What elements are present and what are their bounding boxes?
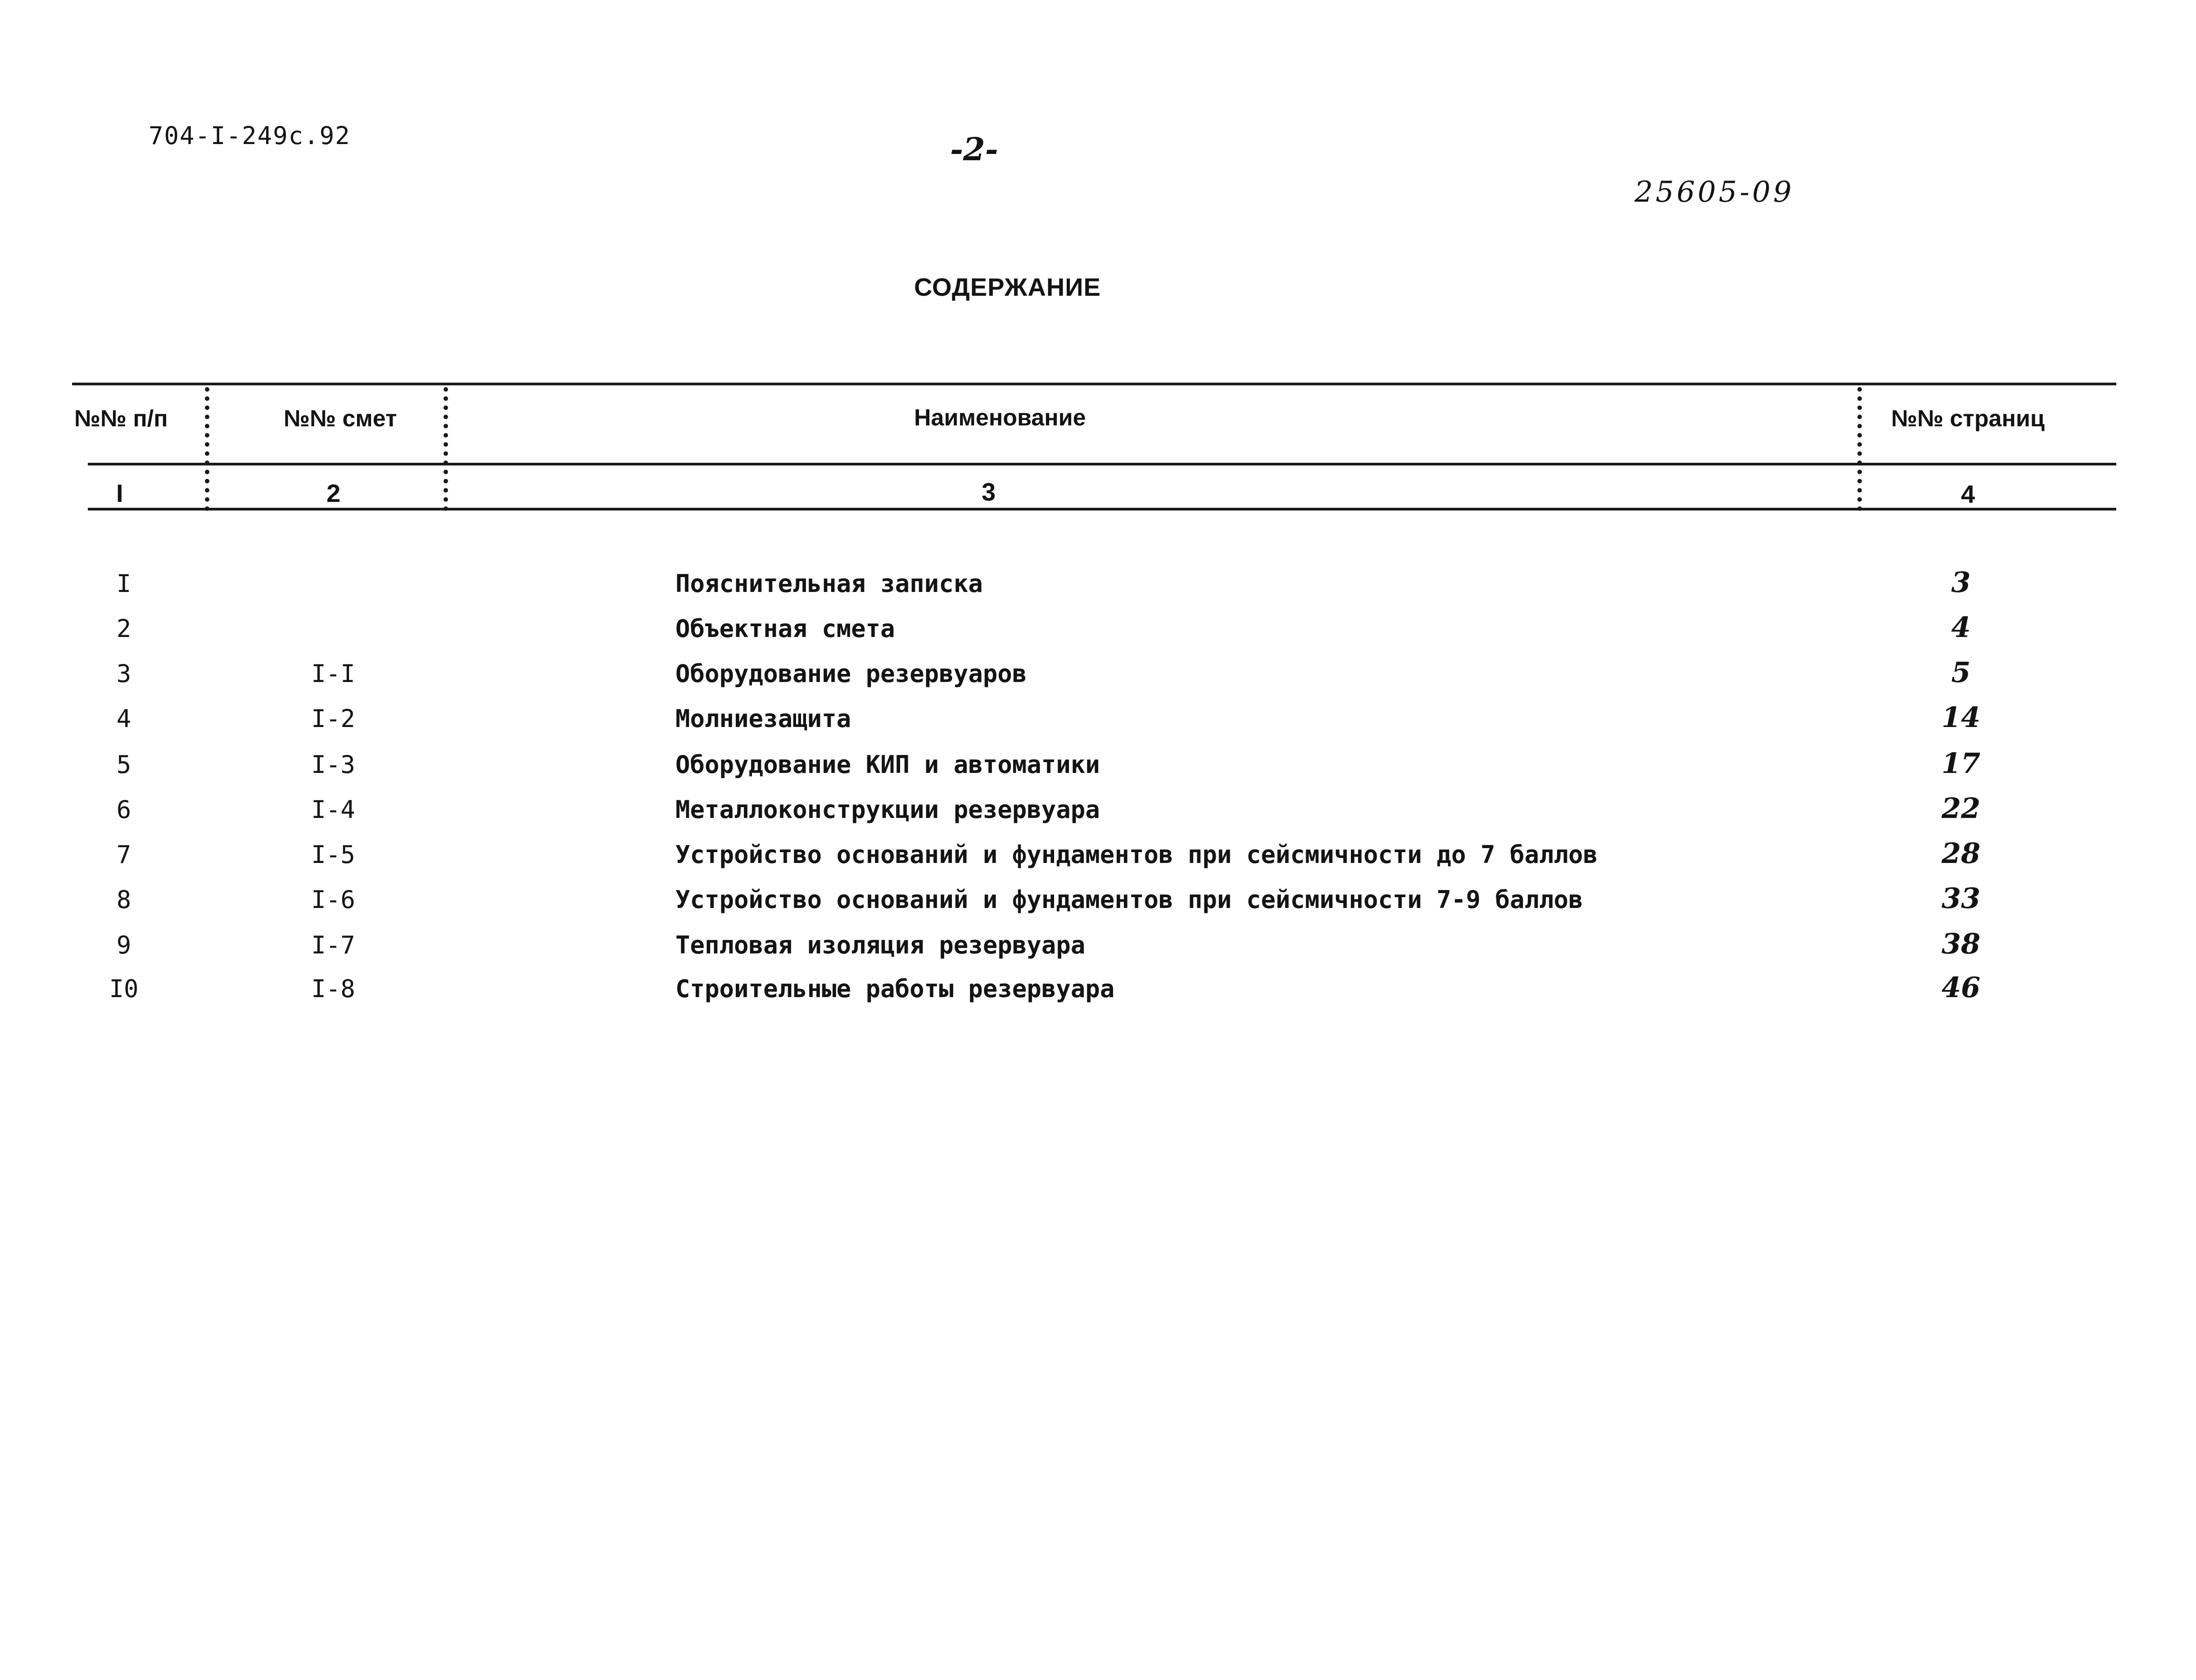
section-name: Устройство оснований и фундаментов при сейсмичности до 7 баллов [675,840,1598,869]
column-header-name: Наименование [914,405,1086,431]
page-reference: 28 [1941,837,1981,870]
estimate-number: I-I [311,659,355,688]
page-reference: 3 [1951,566,1971,599]
column-number-4: 4 [1961,480,1975,508]
row-number: 4 [116,705,131,733]
section-name: Оборудование резервуаров [675,659,1027,688]
column-header-estimate-number: №№ смет [284,406,397,432]
page-reference: 5 [1951,656,1971,689]
page-reference: 14 [1941,701,1981,734]
table-numbers-rule [88,508,2116,510]
row-number: I [116,569,131,598]
page-reference: 4 [1951,611,1971,644]
estimate-number: I-6 [311,885,355,914]
page-reference: 33 [1941,882,1981,915]
column-separator [205,387,209,511]
section-name: Объектная смета [675,614,895,643]
estimate-number: I-5 [311,840,355,869]
page-title: СОДЕРЖАНИЕ [914,273,1101,301]
page-reference: 22 [1941,792,1981,825]
column-number-2: 2 [326,479,341,507]
row-number: I0 [109,975,139,1003]
section-name: Оборудование КИП и автоматики [675,750,1100,779]
row-number: 8 [116,885,131,914]
column-header-page-number: №№ страниц [1891,406,2045,432]
column-number-1: I [116,479,123,507]
table-header-rule [88,463,2116,465]
page-number: -2- [950,131,998,168]
section-name: Тепловая изоляция резервуара [675,931,1086,959]
estimate-number: I-2 [311,705,355,733]
estimate-number: I-3 [311,750,355,779]
page-reference: 46 [1941,971,1981,1004]
page-reference: 38 [1941,927,1981,960]
handwritten-stamp-number: 25605-09 [1635,176,1794,209]
table-top-rule [72,383,2116,385]
column-header-row-number: №№ п/п [74,406,168,432]
estimate-number: I-8 [311,975,355,1003]
row-number: 2 [116,614,131,643]
estimate-number: I-4 [311,795,355,824]
row-number: 3 [116,659,131,688]
column-number-3: 3 [982,478,996,506]
document-code: 704-I-249с.92 [149,122,351,150]
column-separator [1857,387,1862,511]
row-number: 6 [116,795,131,824]
estimate-number: I-7 [311,931,355,959]
column-separator [444,387,448,511]
row-number: 7 [116,840,131,869]
row-number: 5 [116,750,131,779]
section-name: Молниезащита [675,705,851,733]
page-reference: 17 [1941,747,1981,780]
section-name: Строительные работы резервуара [675,975,1115,1003]
section-name: Устройство оснований и фундаментов при сейсмичности 7-9 баллов [675,885,1583,914]
section-name: Пояснительная записка [675,569,983,598]
row-number: 9 [116,931,131,959]
section-name: Металлоконструкции резервуара [675,795,1100,824]
